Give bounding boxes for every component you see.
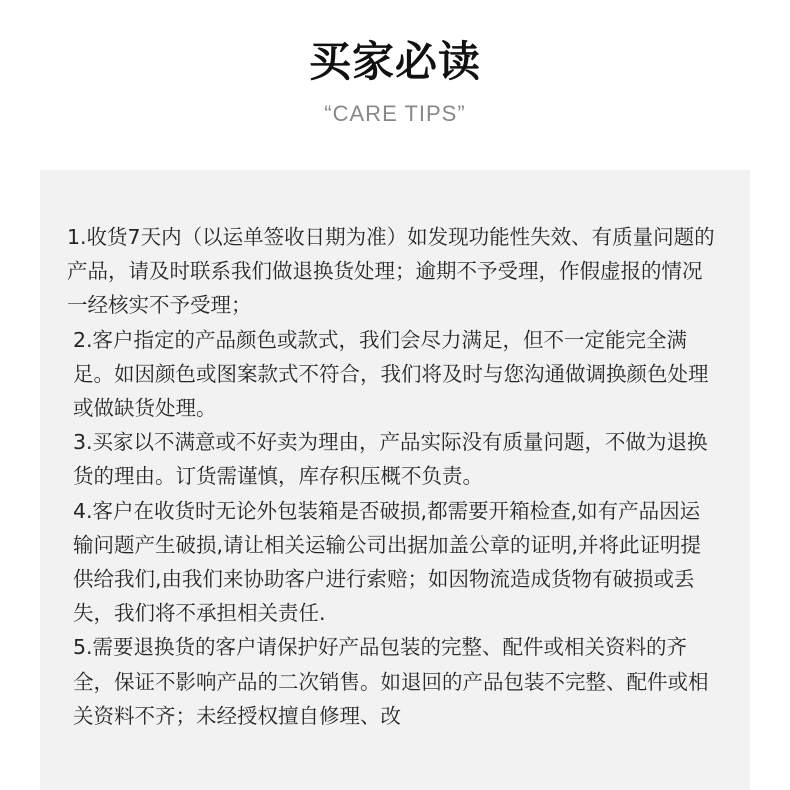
page-title: 买家必读 bbox=[308, 37, 481, 86]
care-tips-list bbox=[67, 220, 717, 733]
care-tip-5: 5.需要退换货的客户请保护好产品包装的完整、配件或相关资料的齐全，保证不影响产品的二次销售。如退回的产品包装不完整、配件或相关资料不齐；未经授权擅自修理、改 bbox=[73, 635, 709, 728]
care-tip-4: 4.客户在收货时无论外包装箱是否破损,都需要开箱检查,如有产品因运输问题产生破损,请让相关运输公司出据加盖公章的证明,并将此证明提供给我们,由我们来协助客户进行索赔；如因物流造成货物有破损或丢失，我们将不承担相关责任. bbox=[73, 498, 702, 626]
care-tip-2: 2.客户指定的产品颜色或款式，我们会尽力满足，但不一定能完全满足。如因颜色或图案款式不符合，我们将及时与您沟通做调换颜色处理或做缺货处理。 bbox=[73, 327, 709, 421]
care-tip-3: 3.买家以不满意或不好卖为理由，产品实际没有质量问题，不做为退换货的理由。订货需谨慎，库存积压概不负责。 bbox=[73, 430, 708, 489]
care-tips-panel bbox=[40, 170, 750, 790]
page-header bbox=[0, 0, 790, 170]
page-subtitle: “CARE TIPS” bbox=[324, 101, 466, 126]
care-tip-1: 1.收货7天内（以运单签收日期为准）如发现功能性失效、有质量问题的产品，请及时联系我们做退换货处理；逾期不予受理，作假虚报的情况一经核实不予受理； bbox=[67, 225, 715, 318]
